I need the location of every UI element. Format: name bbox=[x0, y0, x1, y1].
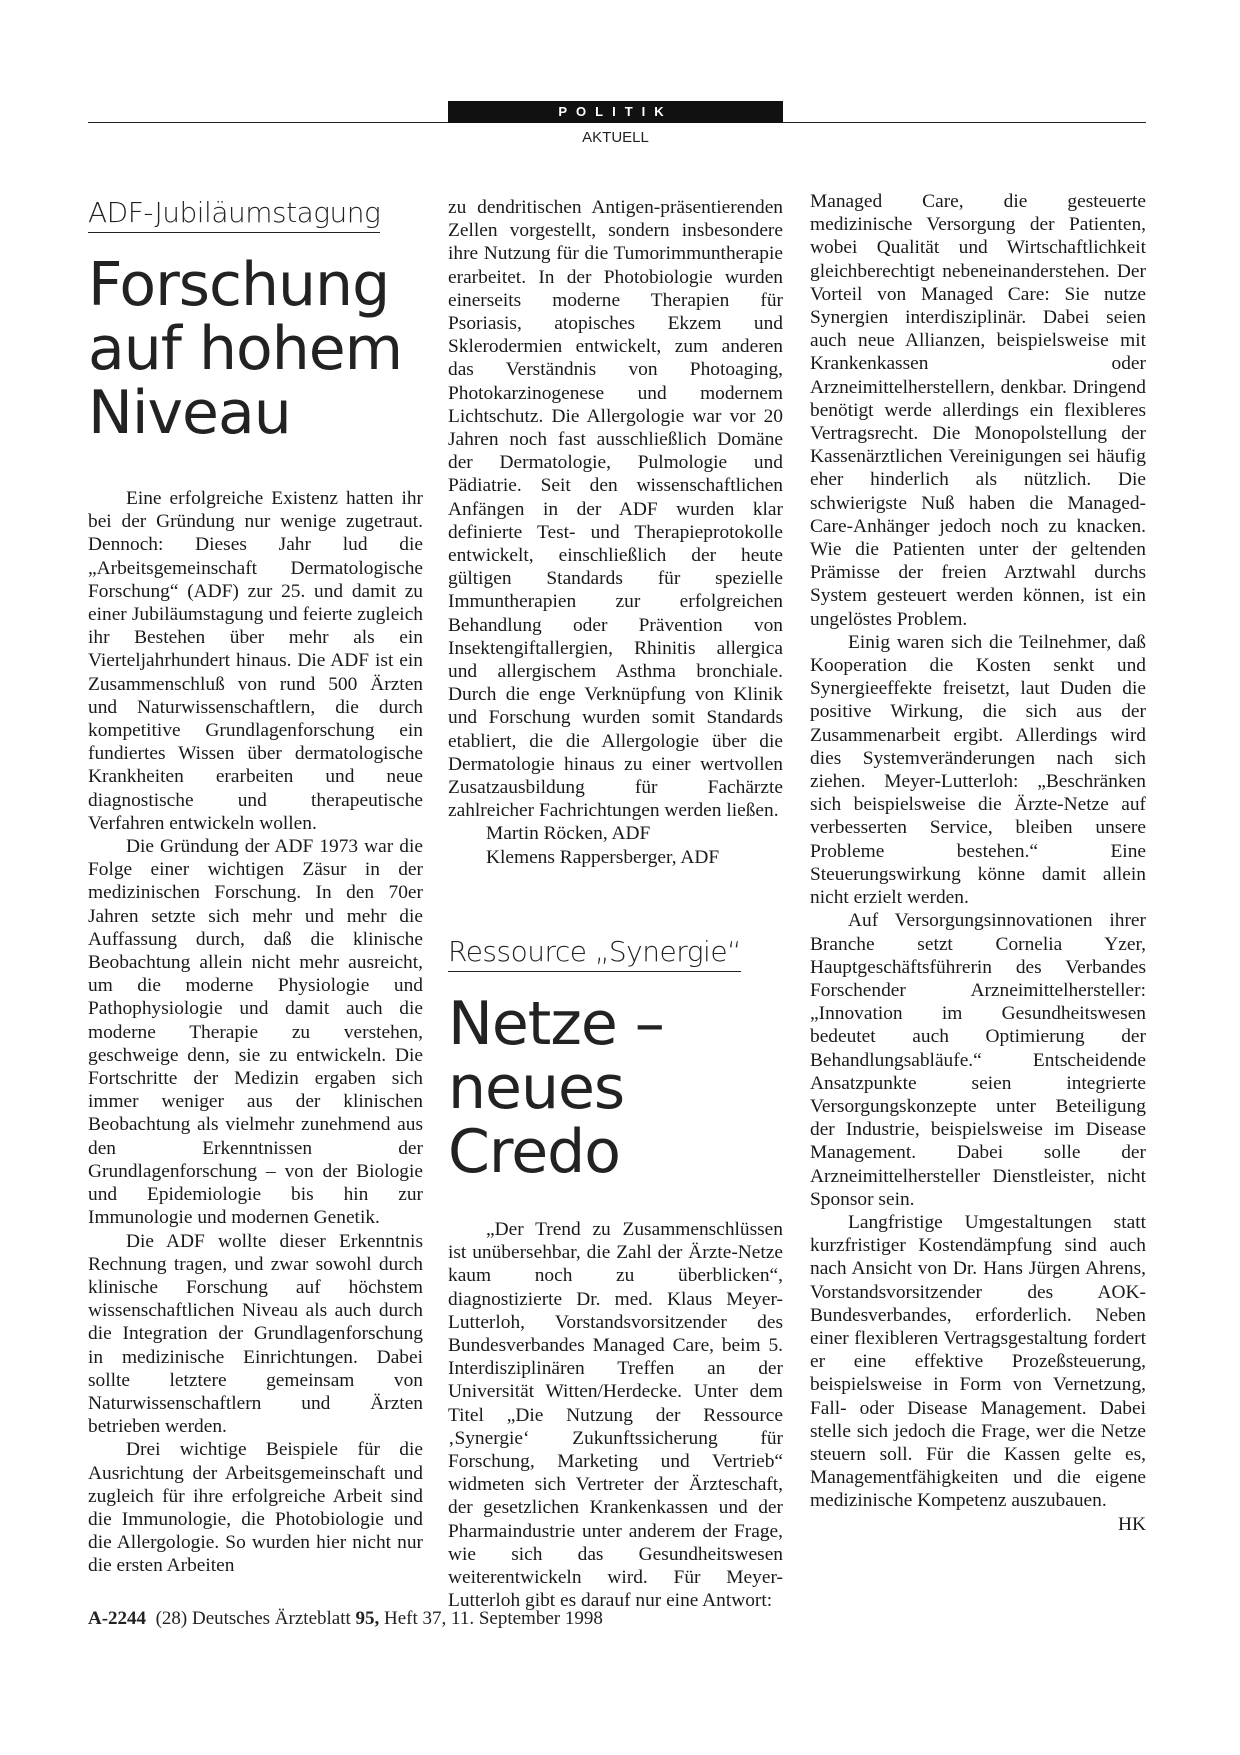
section-label: POLITIK bbox=[448, 101, 783, 123]
headline-line: auf hohem bbox=[88, 314, 403, 384]
column-1 bbox=[88, 196, 423, 1578]
page-code: A-2244 bbox=[88, 1608, 147, 1629]
article2-headline bbox=[448, 988, 783, 1187]
subsection-label: AKTUELL bbox=[582, 129, 649, 146]
article1-paragraph: Die Gründung der ADF 1973 war die Folge einer wichtigen Zäsur in der medizinischen Forschung. In den 70er Jahren setzte sich mehr und mehr die Auffassung durch, daß die klinische Beobachtung allein nicht mehr ausreicht, um die moderne Physiologie und Pathophysiologie und damit auch die moderne Therapie zu verstehen, geschweige denn, sie zu entwickeln. Die Fortschritte der Medizin ergaben sich immer weniger aus der klinischen Beobachtung als vielmehr zunehmend aus den Erkenntnissen der Grundlagenforschung – von der Biologie und Epidemiologie bis hin zur Immunologie und modernen Genetik. bbox=[88, 836, 423, 1229]
headline-line: Niveau bbox=[88, 378, 291, 448]
author-name: Klemens Rappersberger, ADF bbox=[486, 846, 720, 868]
headline-line: neues Credo bbox=[448, 1052, 625, 1187]
page-number: (28) bbox=[155, 1608, 188, 1629]
article1-headline bbox=[88, 250, 423, 448]
column-3 bbox=[810, 190, 1146, 1536]
column-2 bbox=[448, 196, 783, 1612]
article2-paragraph: Auf Versorgungsinnovationen ihrer Branche setzt Cornelia Yzer, Hauptgeschäftsführerin des Verbandes Forschender Arzneimittelhersteller: „Innovation im Gesundheitswesen bedeutet auch Optimierung der Behandlungsabläufe.“ Entscheidende Ansatzpunkte seien integrierte Versorgungskonzepte unter Beteiligung der Industrie, beispielsweise im Disease Management. Dabei solle der Arzneimittelhersteller Dienstleister, nicht Sponsor sein. bbox=[810, 910, 1146, 1210]
article1-authors bbox=[448, 822, 783, 868]
article1-paragraph: Eine erfolgreiche Existenz hatten ihr bei der Gründung nur wenige zugetraut. Dennoch: Dieses Jahr lud die „Arbeitsgemeinschaft Dermatologische Forschung“ (ADF) zur 25. und damit zu einer Jubiläumstagung und feierte zugleich ihr Bestehen über mehr als ein Vierteljahrhundert hinaus. Die ADF ist ein Zusammenschluß von rund 500 Ärzten und Naturwissenschaftlern, die durch kompetitive Grundlagenforschung ein fundiertes Wissen über dermatologische Krankheiten erarbeiten und neue diagnostische und therapeutische Verfahren entwickeln wollen. bbox=[88, 488, 423, 834]
article1-paragraph: Die ADF wollte dieser Erkenntnis Rechnung tragen, und zwar sowohl durch klinische Forschung auf höchstem wissenschaftlichen Niveau als auch durch die Integration der Grundlagenforschung in medizinische Einrichtungen. Dabei sollte letztere gemeinsam von Naturwissenschaftlern und Ärzten betrieben werden. bbox=[88, 1230, 423, 1438]
article1-paragraph-continued: Drei wichtige Beispiele für die Ausrichtung der Arbeitsgemeinschaft und zugleich für ihre erfolgreiche Arbeit sind die Immunologie, die Photobiologie und die Allergologie. So wurden hier nicht nur die ersten Arbeiten bbox=[88, 1439, 423, 1577]
volume: 95, bbox=[355, 1608, 380, 1629]
article2-paragraph-continuation: Managed Care, die gesteuerte medizinische Versorgung der Patienten, wobei Qualität und Wirtschaftlichkeit gleichberechtigt nebeneinanderstehen. Der Vorteil von Managed Care: Sie nutze Synergien interdisziplinär. Dabei seien auch neue Allianzen, beispielsweise mit Krankenkassen oder Arzneimittelherstellern, denkbar. Dringend benötigt werde allerdings ein flexibleres Vertragsrecht. Die Monopolstellung der Kassenärztlichen Vereinigungen sei häufig eher hinderlich als nützlich. Die schwierigste Nuß haben die Managed-Care-Anhänger jedoch noch zu knacken. Wie die Patienten unter der geltenden Prämisse der freien Arztwahl durchs System gesteuert werden können, ist ein ungelöstes Problem. bbox=[810, 191, 1146, 630]
article2-last-text: Langfristige Umgestaltungen statt kurzfristiger Kostendämpfung sind auch nach Ansicht von Dr. Hans Jürgen Ahrens, Vorstandsvorsitzender des AOK-Bundesverbandes, erforderlich. Neben einer flexibleren Vertragsgestaltung fordert er eine effektive Prozeßsteuerung, beispielsweise in Form von Vernetzung, Fall- oder Disease Management. Dabei stelle sich jedoch die Frage, wer die Netze steuern soll. Für die Kassen gelte es, Managementfähigkeiten und die eigene medizinische Kompetenz auszubauen. bbox=[810, 1211, 1146, 1512]
article1-paragraph-continuation: zu dendritischen Antigen-präsentierenden Zellen vorgestellt, sondern insbesondere ihre Nutzung für die Tumorimmuntherapie erarbeitet. In der Photobiologie wurden einerseits moderne Therapien für Psoriasis, atopisches Ekzem und Sklerodermien entwickelt, zum anderen das Verständnis von Photoaging, Photokarzinogenese und modernem Lichtschutz. Die Allergologie war vor 20 Jahren noch fast ausschließlich Domäne der Dermatologie, Pulmologie und Pädiatrie. Seit den wissenschaftlichen Anfängen in der ADF wurden klar definierte Test- und Therapieprotokolle entwickelt, einschließlich der heute gültigen Standards für spezielle Immuntherapien zur erfolgreichen Behandlung oder Prävention von Insektengiftallergien, Rhinitis allergica und allergischem Asthma bronchiale. Durch die enge Verknüpfung von Klinik und Forschung wurden somit Standards etabliert, die die Allergologie über die Dermatologie hinaus zu einer wertvollen Zusatzausbildung für Fachärzte zahlreicher Fachrichtungen werden ließen. bbox=[448, 197, 783, 822]
article1-kicker: ADF-Jubiläumstagung bbox=[88, 196, 380, 233]
article2-header bbox=[448, 934, 783, 1187]
article2-signature: HK bbox=[1117, 1513, 1146, 1535]
journal-name: Deutsches Ärzteblatt bbox=[191, 1608, 351, 1629]
author-name: Martin Röcken, ADF bbox=[486, 823, 651, 845]
article2-paragraph: „Der Trend zu Zusammenschlüssen ist unübersehbar, die Zahl der Ärzte-Netze kaum noch zu überblicken“, diagnostizierte Dr. med. Klaus Meyer-Lutterloh, Vorstandsvorsitzender des Bundesverbandes Managed Care, beim 5. Interdisziplinären Treffen an der Universität Witten/Herdecke. Unter dem Titel „Die Nutzung der Ressource ‚Synergie‘ Zukunftssicherung für Forschung, Marketing und Vertrieb“ widmeten sich Vertreter der Ärzteschaft, der gesetzlichen Krankenkassen und der Pharmaindustrie unter anderem der Frage, wie sich das Gesundheitswesen weiterentwickeln wird. Für Meyer-Lutterloh gibt es darauf nur eine Antwort: bbox=[448, 1218, 783, 1612]
article2-paragraph-last bbox=[810, 1211, 1146, 1535]
article2-kicker: Ressource „Synergie“ bbox=[448, 935, 741, 972]
article2-paragraph: Einig waren sich die Teilnehmer, daß Kooperation die Kosten senkt und Synergieeffekte freisetzt, laut Duden die positive Wirkung, die sich aus der Zusammenarbeit ergibt. Allerdings wird dies Systemveränderungen nach sich ziehen. Meyer-Lutterloh: „Beschränken sich beispielsweise die Ärzte-Netze auf verbesserten Service, bleiben unsere Probleme bestehen.“ Eine Steuerungswirkung könne damit allein nicht erzielt werden. bbox=[810, 631, 1146, 909]
page-footer bbox=[88, 1608, 603, 1630]
headline-line: Forschung bbox=[88, 250, 390, 320]
issue-date: Heft 37, 11. September 1998 bbox=[384, 1608, 603, 1629]
headline-line: Netze – bbox=[448, 988, 664, 1059]
